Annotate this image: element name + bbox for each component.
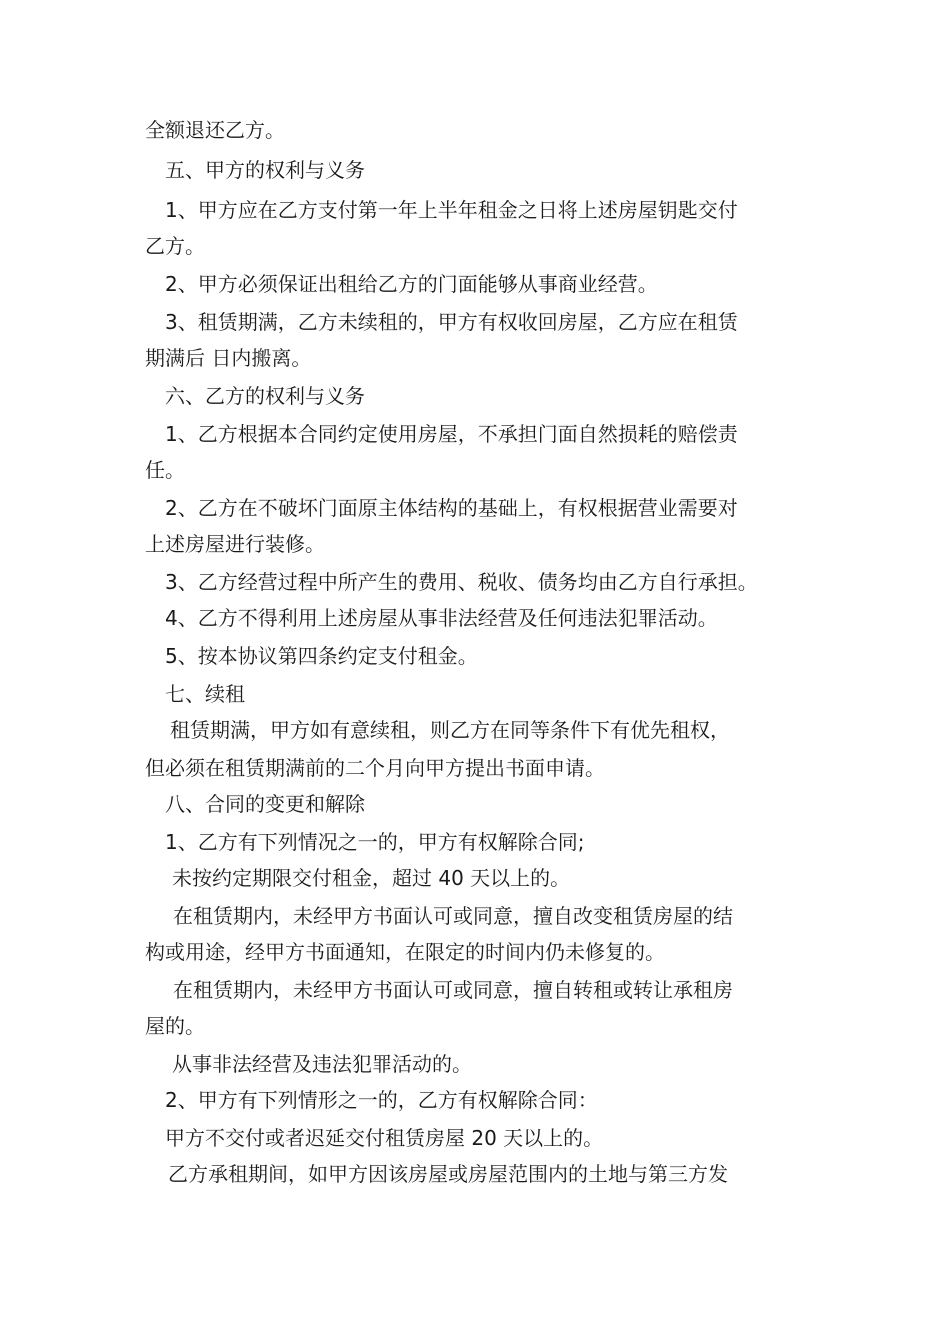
text-line-25: 屋的。 — [145, 1014, 205, 1038]
text-line-9: 1、乙方根据本合同约定使用房屋，不承担门面自然损耗的赔偿责 — [165, 422, 738, 446]
section-heading-7: 七、续租 — [165, 682, 245, 706]
text-line-14: 4、乙方不得利用上述房屋从事非法经营及任何违法犯罪活动。 — [165, 606, 718, 630]
text-line-28: 甲方不交付或者迟延交付租赁房屋 20 天以上的。 — [165, 1126, 604, 1150]
text-line-22: 在租赁期内，未经甲方书面认可或同意，擅自改变租赁房屋的结 — [173, 904, 733, 928]
text-line-29: 乙方承租期间，如甲方因该房屋或房屋范围内的土地与第三方发 — [168, 1162, 728, 1186]
text-line-20: 1、乙方有下列情况之一的，甲方有权解除合同; — [165, 830, 585, 854]
text-line-6: 3、租赁期满，乙方未续租的，甲方有权收回房屋，乙方应在租赁 — [165, 310, 738, 334]
text-line-21: 未按约定期限交付租金，超过 40 天以上的。 — [172, 866, 571, 890]
text-line-11: 2、乙方在不破坏门面原主体结构的基础上，有权根据营业需要对 — [165, 496, 738, 520]
text-line-4: 乙方。 — [145, 234, 205, 258]
text-line-12: 上述房屋进行装修。 — [145, 532, 325, 556]
text-line-13: 3、乙方经营过程中所产生的费用、税收、债务均由乙方自行承担。 — [165, 570, 758, 594]
text-line-1: 全额退还乙方。 — [145, 118, 285, 142]
text-line-15: 5、按本协议第四条约定支付租金。 — [165, 644, 478, 668]
text-line-7: 期满后 日内搬离。 — [145, 346, 312, 370]
section-heading-8: 八、合同的变更和解除 — [165, 792, 365, 816]
section-heading-5: 五、甲方的权利与义务 — [165, 158, 365, 182]
text-line-18: 但必须在租赁期满前的二个月向甲方提出书面申请。 — [145, 756, 605, 780]
text-line-5: 2、甲方必须保证出租给乙方的门面能够从事商业经营。 — [165, 272, 658, 296]
text-line-24: 在租赁期内，未经甲方书面认可或同意，擅自转租或转让承租房 — [173, 978, 733, 1002]
text-line-23: 构或用途，经甲方书面通知，在限定的时间内仍未修复的。 — [145, 940, 665, 964]
section-heading-6: 六、乙方的权利与义务 — [165, 384, 365, 408]
text-line-26: 从事非法经营及违法犯罪活动的。 — [172, 1052, 472, 1076]
text-line-3: 1、甲方应在乙方支付第一年上半年租金之日将上述房屋钥匙交付 — [165, 198, 738, 222]
text-line-27: 2、甲方有下列情形之一的，乙方有权解除合同： — [165, 1088, 598, 1112]
text-line-17: 租赁期满，甲方如有意续租，则乙方在同等条件下有优先租权， — [170, 718, 730, 742]
text-line-10: 任。 — [145, 458, 185, 482]
